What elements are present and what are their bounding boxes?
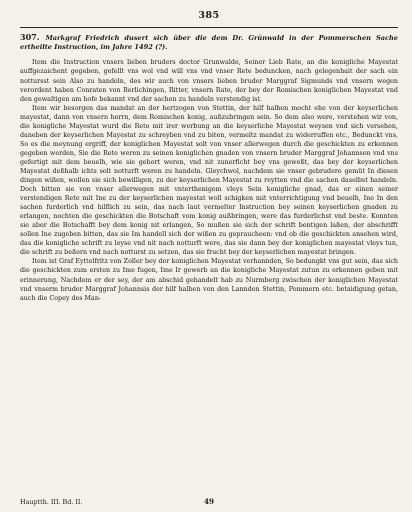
entry-heading: [20, 33, 398, 52]
entry-number: 307.: [20, 32, 40, 42]
paragraph: Item die Instruction vnsers lieben bruders doctor Grunwalde, Seiner Lieb Rate, an die konigliche Mayestat auffgezaichent gegeben, gefellt vns wol vnd will vns vnd vnser Rete beduncken, nach gelegenhait der sach ein nottursst sein Also zu handeln, des wir auch von vnsers lieben bruder Marggraf Sigmunds vnd vnsern wegen verordent haben Conraten von Berlichingen, Ritter, vnsern Rate, der bey der Romischen koniglichen Mayestat vnd den gewaltigen am hofe bekannt vnd der sachen zu handeln verstendig ist.: [20, 59, 398, 103]
header-rule: [20, 27, 398, 28]
entry-title: Markgraf Friedrich dusert sich über die dem Dr. Grünwald in der Pommerschen Sache ertheilte Instruction, im Jahre 1492 (?).: [20, 34, 398, 52]
folio-number: 49: [203, 497, 214, 506]
signature-mark: Hauptth. III. Bd. II.: [20, 498, 83, 506]
paragraph: Item wir besorgen das mandat an der hertzogen von Stettin, der hilf halben mocht ehe von der keyserlichen mayestat, dann von vnsern herrn, dem Romischen konig, außzubringen sein. So dem also were, verstehen wir von, die konigliche Mayestat wurd die Rete mit irer werbung an die keyserliche Mayestat weysen vnd sich versehen, daneben der keyserlichen Mayestat zu schreyben vnd zu biten, vermeltz mandat zu widerruffen etc., Bedunckt vns, So es die meynung ergriff, der koniglichen Mayestat solt von vnser allerwegen durch die geschickten zu erkennen gegeben werden, Sie die Rete weren zu seinen koniglichen gnaden von vnsern bruder Marggraf Johannsen vnd vns gefertigt mit dem beuelh, wie sie gehort weren, vnd nit zunerficht bey vns geweßt, das bey der keyserlichen Mayestat deßhalb ichts solt notturft weren zu handeln. Gleychwol, nachdem sie vnser gebrudere gemüt In diesen dingen wißen, wollen sie sich bewilligen, zu der keyserlichen Mayestat zu reytten vnd die sachen daselbst handeln. Doch bitten sie von vnser allerwegen mit vnterthenigem vleys Sein konigliche gnad, das er einen seiner verstendigen Rete mit Ine zu der keyserlichen mayestat woll schigken mit vnterrichtigung vnd beuelh, Ine In den sachen furderlich vnd hilflich zu sein, das nach laut vermelter Instruction bey seinen keyserlichen gnaden zu erlangen, nochten die geschickten die Botschaft vom konig außbringen, were das furderlichst vnd beste. Konnten sie aber die Botschafft bey dem konig nit erlangen, So mußen sie sich der schrift bentigen laßen, der abschrifft sollen Ine zugeben bitten, das sie Im handell sich der wißen zu gepraucheen: vnd ob die geschickten ansehen wird, das die konigliche schrift zu leyse vnd nit nach notturft were, das sie dann bey der koniglichen mayestat vleys tun, die schrift zu beßern vnd nach notturst zu setzen, das sie frucht bey der keyserlichen mayestat bringen.: [20, 104, 398, 257]
page-number: 385: [198, 10, 220, 21]
paragraph: Item ist Graf Eyttelfritz von Zoller bey der koniglichen Mayestat verhannden, So bedungkt vns gut sein, das sich die geschickten zum ersten zu Ime fugen, Ime Ir gewerb an die konigliche Mayestat zutun zu erkennen geben mit erinnerung, Nachdem er der sey, der am abschid gehandelt hab zu Nurmberg zwischen der koniglichen Mayestat vnd vnserm bruder Marggraf Johannsis der hilf halben von den Lannden Stettin, Pommern etc. betaidigung getan, auch die Copey des Man-: [20, 258, 398, 302]
